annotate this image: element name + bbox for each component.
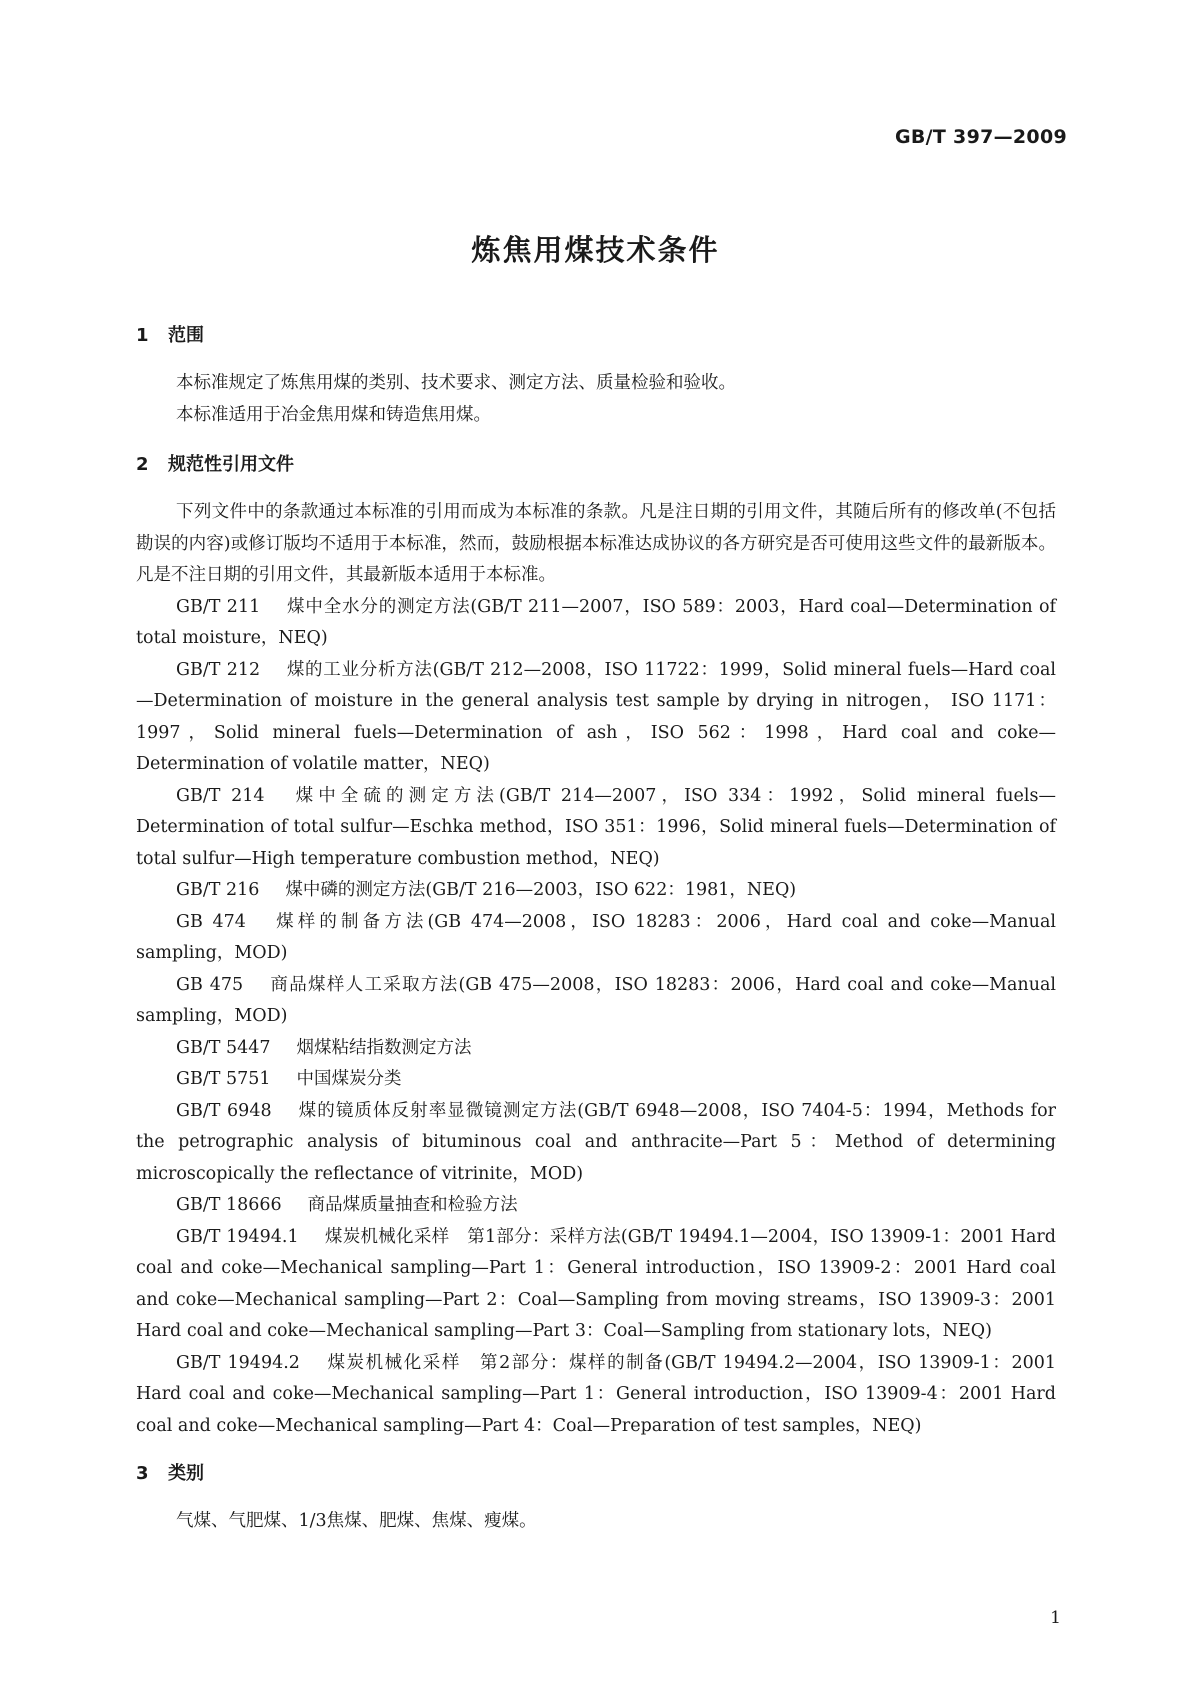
reference-text: 煤中磷的测定方法(GB/T 216—2003，ISO 622：1981，NEQ) (285, 880, 797, 900)
reference-code: GB/T 5447 (176, 1037, 271, 1058)
reference-item (136, 1222, 1056, 1348)
reference-item (136, 781, 1056, 876)
scope-paragraph: 本标准适用于冶金焦用煤和铸造焦用煤。 (176, 404, 491, 425)
reference-code: GB/T 18666 (176, 1195, 282, 1215)
reference-item (136, 1190, 1056, 1222)
reference-code: GB/T 211 (176, 596, 261, 617)
reference-code: GB/T 5751 (176, 1069, 271, 1089)
section-heading-normative-references (136, 451, 1056, 479)
document-title: 炼焦用煤技术条件 (471, 233, 720, 267)
reference-item (136, 907, 1056, 970)
scope-paragraph: 本标准规定了炼焦用煤的类别、技术要求、测定方法、质量检验和验收。 (176, 373, 736, 393)
reference-code: GB/T 19494.2 (176, 1352, 300, 1373)
reference-text: 烟煤粘结指数测定方法 (296, 1037, 472, 1058)
reference-text: 煤样的制备方法(GB 474—2008，ISO 18283：2006，Hard coal and coke—Manual sampling，MOD) (136, 911, 1056, 963)
reference-code: GB/T 216 (176, 880, 260, 900)
reference-item (136, 655, 1056, 781)
reference-text: 煤中全水分的测定方法(GB/T 211—2007，ISO 589：2003，Hard coal—Determination of total moisture，NEQ) (136, 596, 1056, 648)
reference-code: GB/T 6948 (176, 1100, 272, 1121)
reference-item (136, 875, 1056, 907)
reference-item (136, 1033, 1056, 1065)
reference-text: 煤的镜质体反射率显微镜测定方法(GB/T 6948—2008，ISO 7404-5：1994，Methods for the petrographic analysis of bituminous coal and anthracite—Part 5：Method of determining microscopically the reflectance of vitrinite，MOD) (136, 1100, 1056, 1184)
reference-text: 商品煤质量抽查和检验方法 (307, 1195, 518, 1215)
reference-item (136, 592, 1056, 655)
section-number: 1 (136, 325, 149, 346)
reference-text: 中国煤炭分类 (296, 1069, 402, 1089)
reference-text: 煤炭机械化采样 第2部分：煤样的制备(GB/T 19494.2—2004，ISO 13909-1：2001 Hard coal and coke—Mechanical sampling—Part 1：General introduction，ISO 13909-4：2001 Hard coal and coke—Mechanical sampling—Part 4：Coal—Preparation of test samples，NEQ) (136, 1352, 1056, 1436)
standard-number: GB/T 397—2009 (894, 126, 1067, 148)
reference-item (136, 970, 1056, 1033)
reference-item (136, 1096, 1056, 1191)
reference-text: 商品煤样人工采取方法(GB 475—2008，ISO 18283：2006，Hard coal and coke—Manual sampling，MOD) (136, 974, 1056, 1026)
reference-list (136, 592, 1056, 1443)
reference-item (136, 1064, 1056, 1096)
reference-code: GB/T 214 (176, 785, 265, 806)
reference-text: 煤炭机械化采样 第1部分：采样方法(GB/T 19494.1—2004，ISO 13909-1：2001 Hard coal and coke—Mechanical sampling—Part 1：General introduction，ISO 13909-2：2001 Hard coal and coke—Mechanical sampling—Part 2：Coal—Sampling from moving streams，ISO 13909-3：2001 Hard coal and coke—Mechanical sampling—Part 3：Coal—Sampling from stationary lots，NEQ) (136, 1226, 1056, 1341)
page-number: 1 (1050, 1608, 1061, 1628)
section-number: 2 (136, 454, 149, 475)
section-heading-categories (136, 1460, 1056, 1488)
section-number: 3 (136, 1463, 149, 1484)
section-heading-scope (136, 322, 1056, 350)
reference-item (136, 1348, 1056, 1443)
categories-paragraph: 气煤、气肥煤、1/3焦煤、肥煤、焦煤、瘦煤。 (176, 1511, 537, 1531)
reference-code: GB 475 (176, 974, 244, 995)
reference-text: 煤的工业分析方法(GB/T 212—2008，ISO 11722：1999，Solid mineral fuels—Hard coal—Determination of moisture in the general analysis test sample by drying in nitrogen， ISO 1171：1997，Solid mineral fuels—Determination of ash，ISO 562：1998，Hard coal and coke—Determination of volatile matter，NEQ) (136, 659, 1057, 774)
reference-code: GB/T 19494.1 (176, 1226, 299, 1247)
section-title: 范围 (168, 325, 204, 346)
document-body (136, 322, 1056, 1538)
section-title: 类别 (168, 1463, 204, 1484)
reference-code: GB/T 212 (176, 659, 261, 680)
references-intro-paragraph: 下列文件中的条款通过本标准的引用而成为本标准的条款。凡是注日期的引用文件，其随后所有的修改单(不包括勘误的内容)或修订版均不适用于本标准，然而，鼓励根据本标准达成协议的各方研究是否可使用这些文件的最新版本。凡是不注日期的引用文件，其最新版本适用于本标准。 (136, 502, 1056, 585)
section-title: 规范性引用文件 (168, 454, 294, 475)
reference-code: GB 474 (176, 911, 246, 932)
reference-text: 煤中全硫的测定方法(GB/T 214—2007，ISO 334：1992，Solid mineral fuels—Determination of total sulfur—Eschka method，ISO 351：1996，Solid mineral fuels—Determination of total sulfur—High temperature combustion method，NEQ) (136, 785, 1056, 869)
